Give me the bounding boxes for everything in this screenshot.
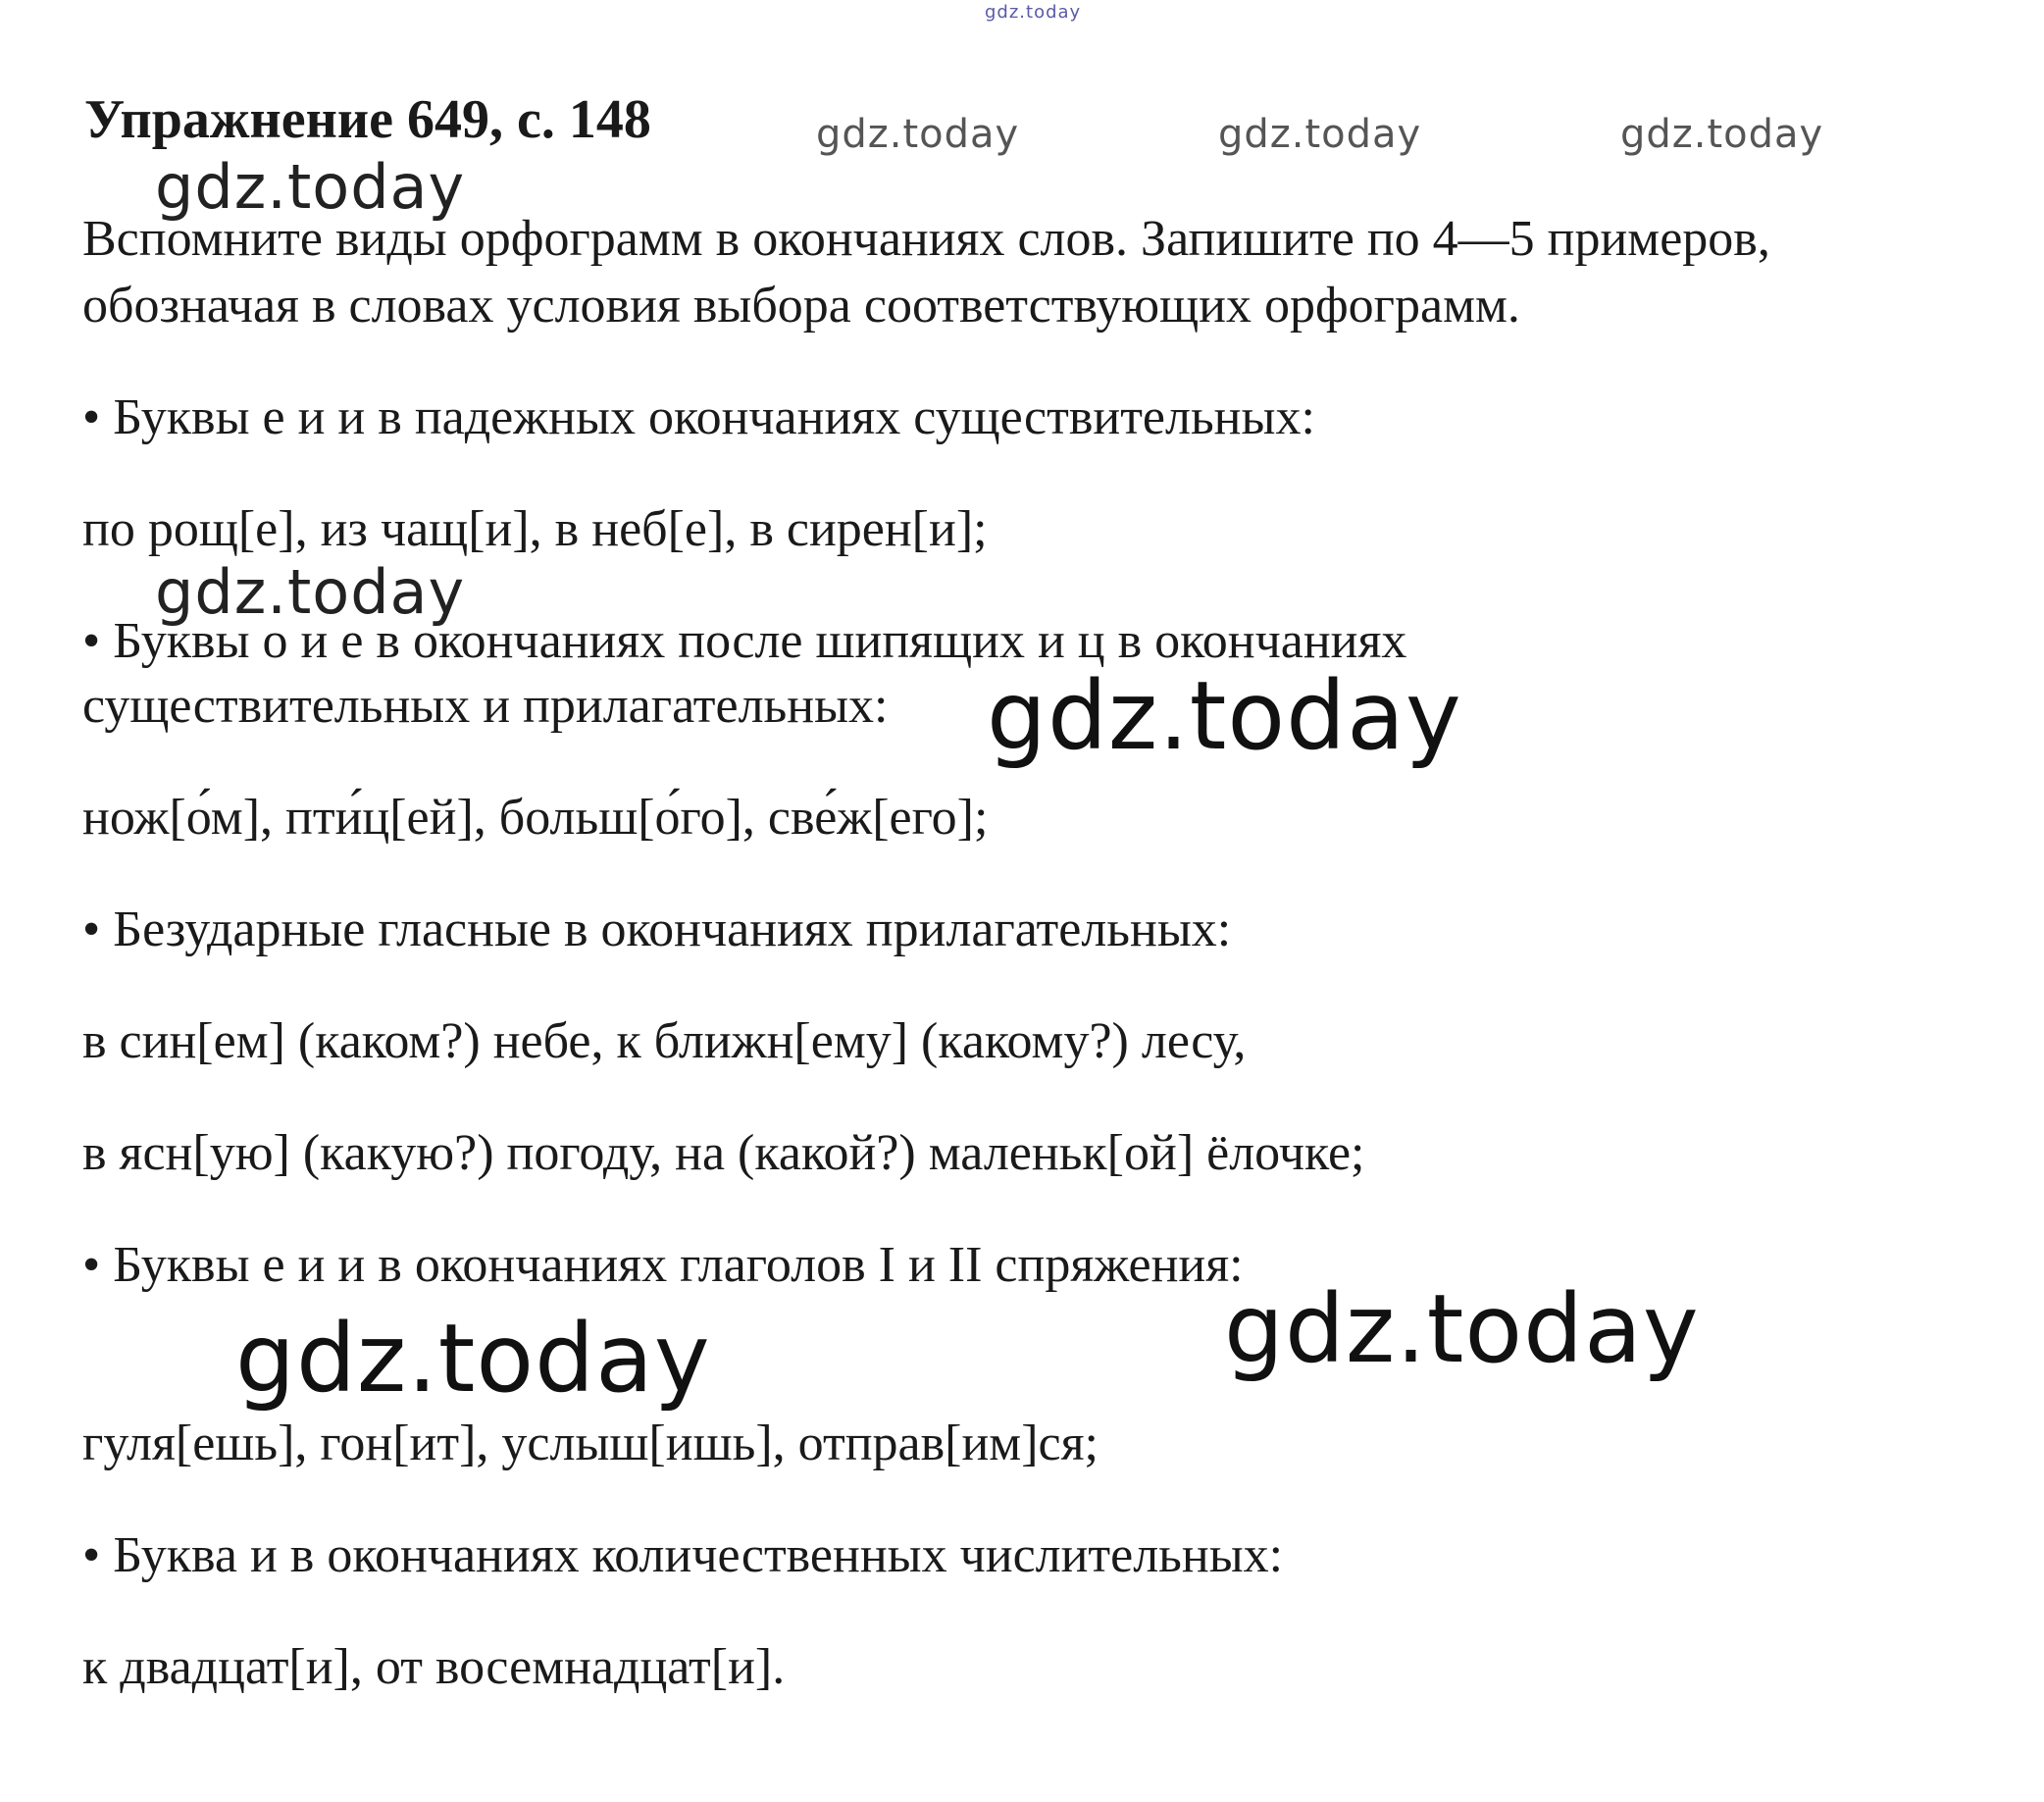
watermark-big-2: gdz.today — [1224, 1274, 1700, 1384]
watermark-mid-1: gdz.today — [155, 151, 466, 223]
exercise-title: Упражнение 649, с. 148 — [84, 89, 651, 150]
task-line-1: Вспомните виды орфограмм в окончаниях слов. Запишите по 4—5 примеров, — [82, 211, 1770, 267]
example-line: в ясн[ую] (какую?) погоду, на (какой?) маленьк[ой] ёлочке; — [82, 1125, 1365, 1181]
section-heading: • Буква и в окончаниях количественных числительных: — [82, 1527, 1284, 1583]
watermark-mid-2: gdz.today — [155, 556, 466, 628]
section-heading-cont: существительных и прилагательных: — [82, 678, 889, 734]
example-line: гуля[ешь], гон[ит], услыш[ишь], отправ[им]ся; — [82, 1416, 1099, 1471]
example-line: в син[ем] (каком?) небе, к ближн[ему] (какому?) лесу, — [82, 1013, 1247, 1069]
task-line-2: обозначая в словах условия выбора соответствующих орфограмм. — [82, 278, 1520, 334]
watermark-header-1: gdz.today — [816, 112, 1020, 157]
example-line: нож[о́м], пти́ц[ей], больш[о́го], све́ж[его]; — [82, 790, 989, 846]
example-line: к двадцат[и], от восемнадцат[и]. — [82, 1639, 786, 1695]
section-heading: • Буквы о и е в окончаниях после шипящих и ц в окончаниях — [82, 613, 1407, 669]
section-heading: • Буквы е и и в окончаниях глаголов I и II спряжения: — [82, 1237, 1244, 1293]
watermark-top: gdz.today — [985, 2, 1082, 23]
watermark-big-3: gdz.today — [235, 1304, 711, 1414]
watermark-header-3: gdz.today — [1620, 112, 1824, 157]
watermark-big-1: gdz.today — [987, 661, 1462, 771]
section-heading: • Буквы е и и в падежных окончаниях существительных: — [82, 389, 1315, 445]
watermark-header-2: gdz.today — [1218, 112, 1422, 157]
section-heading: • Безударные гласные в окончаниях прилагательных: — [82, 901, 1232, 957]
example-line: по рощ[е], из чащ[и], в неб[е], в сирен[и]; — [82, 501, 988, 557]
